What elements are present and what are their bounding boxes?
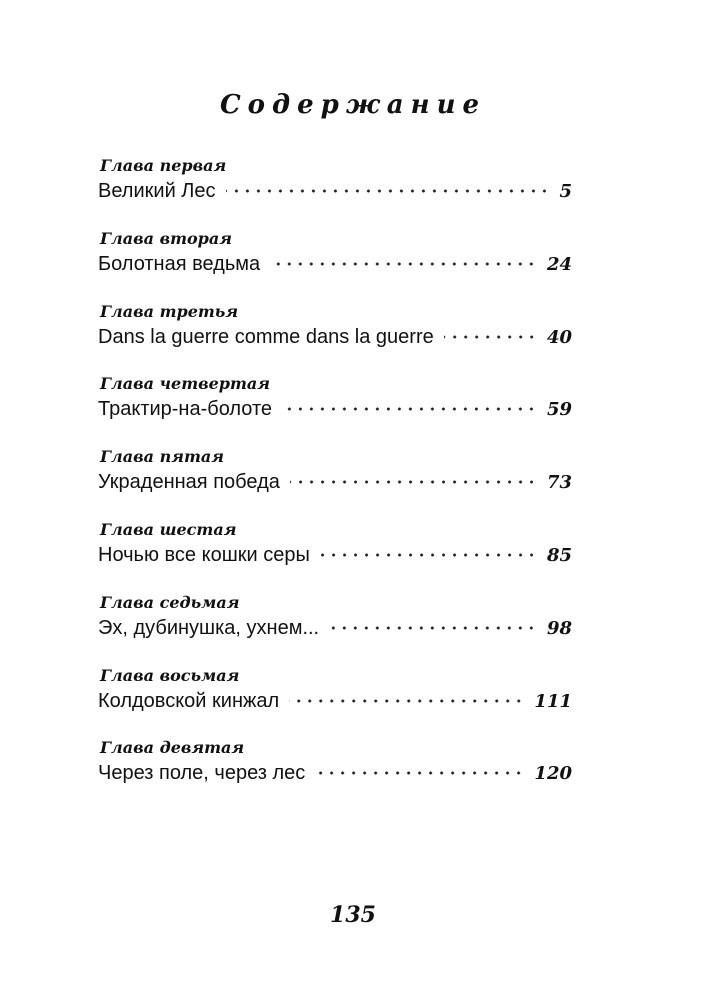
chapter-title: Эх, дубинушка, ухнем... [98,616,320,639]
chapter-label: Глава восьмая [100,665,240,685]
toc-line [98,690,572,713]
dot-leader [320,553,537,557]
toc-entry [98,514,572,587]
toc-entry [98,223,572,296]
toc-entry [98,587,572,660]
chapter-page-number: 5 [559,181,572,202]
chapter-label: Глава третья [100,301,239,321]
toc-line [98,762,572,785]
page-title: Содержание [219,90,487,120]
chapter-page-number: 85 [546,544,572,566]
chapter-title: Dans la guerre comme dans la guerre [98,325,434,348]
chapter-label: Глава седьмая [100,592,240,612]
toc-line [98,471,572,494]
toc-line [98,326,572,349]
toc-entry [98,732,572,805]
chapter-label: Глава четвертая [100,374,271,394]
chapter-title: Украденная победа [98,471,280,494]
chapter-page-number: 98 [546,617,572,639]
toc-line [98,180,572,203]
chapter-page-number: 120 [534,763,572,785]
toc-entry [98,296,572,369]
chapter-page-number: 59 [546,399,572,421]
chapter-title: Ночью все кошки серы [98,543,310,566]
chapter-label: Глава вторая [100,228,232,248]
chapter-page-number: 111 [534,690,572,712]
chapter-title: Трактир-на-болоте [98,398,273,421]
chapter-label: Глава шестая [100,519,237,539]
chapter-label: Глава пятая [100,447,224,467]
chapter-title: Великий Лес [98,180,216,202]
chapter-page-number: 40 [546,326,572,348]
dot-leader [290,480,537,484]
toc-line [98,617,572,640]
toc-entry [98,150,572,223]
dot-leader [226,189,550,193]
dot-leader [289,699,524,703]
dot-leader [444,335,537,339]
chapter-title: Колдовской кинжал [98,689,280,712]
chapter-page-number: 24 [546,253,572,275]
chapter-label: Глава первая [100,156,227,175]
toc-line [98,544,572,567]
toc-entry [98,441,572,514]
dot-leader [282,407,537,411]
dot-leader [315,771,524,775]
chapter-label: Глава девятая [100,738,245,758]
page-number: 135 [330,902,376,928]
toc-entry [98,368,572,441]
chapter-page-number: 73 [546,472,572,494]
toc-entry [98,660,572,733]
toc-line [98,253,572,276]
dot-leader [270,262,537,266]
toc-line [98,398,572,421]
chapter-title: Болотная ведьма [98,252,261,275]
dot-leader [329,626,537,630]
chapter-title: Через поле, через лес [98,762,306,785]
table-of-contents [98,150,572,805]
